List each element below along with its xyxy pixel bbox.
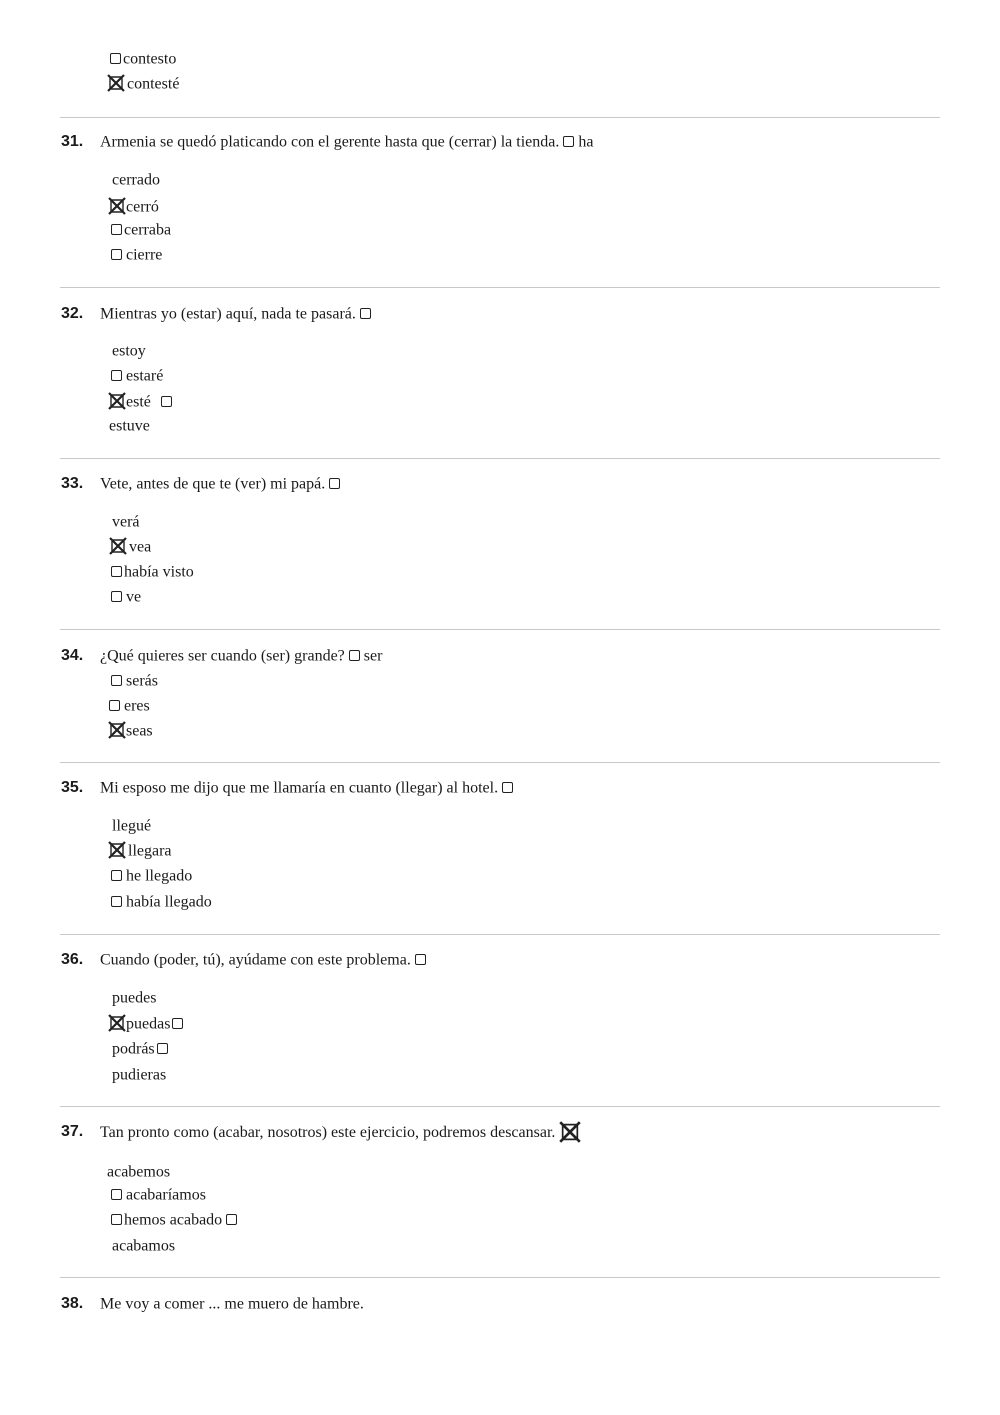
prompt-text: Mientras yo (estar) aquí, nada te pasará. [100, 305, 356, 323]
question-number: 35. [61, 779, 84, 796]
separator [60, 117, 940, 118]
option-label: estoy [112, 342, 146, 360]
option-label: estuve [109, 417, 150, 435]
option-label: acabaríamos [126, 1186, 206, 1204]
option-label: cierre [126, 246, 163, 264]
prompt-text: Cuando (poder, tú), ayúdame con este problema. [100, 951, 411, 969]
option-serás[interactable] [111, 671, 158, 691]
option-label: llegué [112, 817, 152, 835]
prompt-text: Armenia se quedó platicando con el gerente hasta que (cerrar) la tienda. [100, 133, 560, 151]
checkbox-empty-icon[interactable] [563, 136, 574, 147]
option-label: puedes [112, 989, 157, 1007]
option-label: seas [126, 722, 153, 740]
option-label: contesté [127, 75, 180, 93]
checkbox-checked-icon[interactable] [108, 841, 126, 859]
checkbox-empty-icon[interactable] [111, 1214, 122, 1225]
checkbox-empty-icon[interactable] [172, 1018, 183, 1029]
question-prompt [100, 1122, 581, 1144]
prompt-text: Tan pronto como (acabar, nosotros) este ejercicio, podremos descansar. [100, 1124, 556, 1141]
option-label: llegara [128, 842, 172, 860]
question-number: 33. [61, 475, 84, 492]
option-line [112, 512, 140, 532]
separator [60, 458, 940, 459]
option-line [112, 988, 156, 1008]
separator [60, 1277, 940, 1278]
checkbox-empty-icon[interactable] [109, 700, 120, 711]
checkbox-empty-icon[interactable] [111, 896, 122, 907]
option-line [112, 1236, 175, 1256]
question-number: 36. [61, 951, 84, 968]
option-line [109, 416, 150, 436]
option-label: serás [126, 672, 158, 690]
checkbox-checked-icon[interactable] [108, 392, 126, 410]
checkbox-empty-icon[interactable] [111, 1189, 122, 1200]
prompt-text: Mi esposo me dijo que me llamaría en cuanto (llegar) al hotel. [100, 779, 499, 797]
checkbox-empty-icon[interactable] [226, 1214, 237, 1225]
checkbox-checked-icon[interactable] [559, 1121, 581, 1143]
option-cierre[interactable] [111, 245, 162, 265]
option-seas[interactable] [108, 721, 153, 741]
prompt-text: ¿Qué quieres ser cuando (ser) grande? [100, 647, 345, 665]
checkbox-checked-icon[interactable] [107, 74, 125, 92]
option-cerró[interactable] [108, 197, 159, 217]
option-label: verá [112, 513, 140, 531]
question-number: 31. [61, 133, 84, 150]
option-label: eres [124, 697, 150, 715]
checkbox-checked-icon[interactable] [108, 197, 126, 215]
option-label: cerraba [124, 221, 172, 239]
option-eres[interactable] [109, 696, 150, 716]
checkbox-checked-icon[interactable] [108, 721, 126, 739]
question-number: 38. [61, 1295, 84, 1312]
option-label: hemos acabado [124, 1211, 223, 1229]
checkbox-empty-icon[interactable] [111, 566, 122, 577]
prompt-text: Me voy a comer ... me muero de hambre. [100, 1295, 364, 1313]
option-llegara[interactable] [108, 841, 172, 861]
option-contesté[interactable] [107, 74, 179, 94]
option-label: vea [129, 538, 152, 556]
option-label: ve [126, 588, 142, 606]
question-prompt [100, 132, 593, 152]
option-label: acabemos [107, 1163, 171, 1181]
question-number: 32. [61, 305, 84, 322]
option-ve[interactable] [111, 587, 141, 607]
checkbox-empty-icon[interactable] [111, 224, 122, 235]
checkbox-empty-icon[interactable] [111, 370, 122, 381]
question-prompt [100, 778, 513, 798]
question-prompt [100, 1294, 364, 1314]
prompt-text: Vete, antes de que te (ver) mi papá. [100, 475, 326, 493]
option-label: podrás [112, 1040, 155, 1058]
option-label: había llegado [126, 893, 212, 911]
option-label: acabamos [112, 1237, 176, 1255]
option-label: puedas [126, 1015, 171, 1033]
option-vea[interactable] [109, 537, 151, 557]
option-label: pudieras [112, 1066, 167, 1084]
option-estaré[interactable] [111, 366, 163, 386]
option-hemos-acabado[interactable] [111, 1210, 237, 1230]
checkbox-empty-icon[interactable] [157, 1043, 168, 1054]
question-prompt [100, 304, 371, 324]
question-number: 37. [61, 1123, 84, 1140]
checkbox-empty-icon[interactable] [111, 591, 122, 602]
option-label: contesto [123, 50, 177, 68]
option-cerraba[interactable] [111, 220, 171, 240]
checkbox-empty-icon[interactable] [329, 478, 340, 489]
question-prompt [100, 950, 426, 970]
option-line [112, 1039, 168, 1059]
checkbox-checked-icon[interactable] [108, 1014, 126, 1032]
checkbox-empty-icon[interactable] [111, 249, 122, 260]
separator [60, 762, 940, 763]
separator [60, 934, 940, 935]
checkbox-empty-icon[interactable] [502, 782, 513, 793]
option-había-visto[interactable] [111, 562, 194, 582]
option-line [112, 816, 151, 836]
option-he-llegado[interactable] [111, 866, 192, 886]
separator [60, 629, 940, 630]
question-prompt [100, 646, 382, 666]
option-label: he llegado [126, 867, 193, 885]
option-label: cerrado [112, 171, 160, 189]
option-line [112, 170, 160, 190]
checkbox-empty-icon[interactable] [111, 870, 122, 881]
option-label: cerró [126, 198, 159, 216]
separator [60, 1106, 940, 1107]
question-prompt [100, 474, 340, 494]
option-label: estaré [126, 367, 164, 385]
checkbox-empty-icon[interactable] [415, 954, 426, 965]
checkbox-empty-icon[interactable] [111, 675, 122, 686]
option-contesto[interactable] [110, 49, 176, 69]
option-label: ha [578, 133, 594, 151]
option-label: ser [363, 647, 383, 665]
option-acabaríamos[interactable] [111, 1185, 206, 1205]
checkbox-empty-icon[interactable] [360, 308, 371, 319]
option-line [112, 341, 146, 361]
checkbox-empty-icon[interactable] [161, 396, 172, 407]
checkbox-empty-icon[interactable] [110, 53, 121, 64]
option-label: esté [126, 393, 151, 411]
checkbox-checked-icon[interactable] [109, 537, 127, 555]
option-line [112, 1065, 166, 1085]
option-label: había visto [124, 563, 194, 581]
option-había-llegado[interactable] [111, 892, 212, 912]
separator [60, 287, 940, 288]
option-esté[interactable] [108, 392, 172, 412]
checkbox-empty-icon[interactable] [349, 650, 360, 661]
option-line [107, 1162, 170, 1182]
question-number: 34. [61, 647, 84, 664]
option-puedas[interactable] [108, 1014, 183, 1034]
